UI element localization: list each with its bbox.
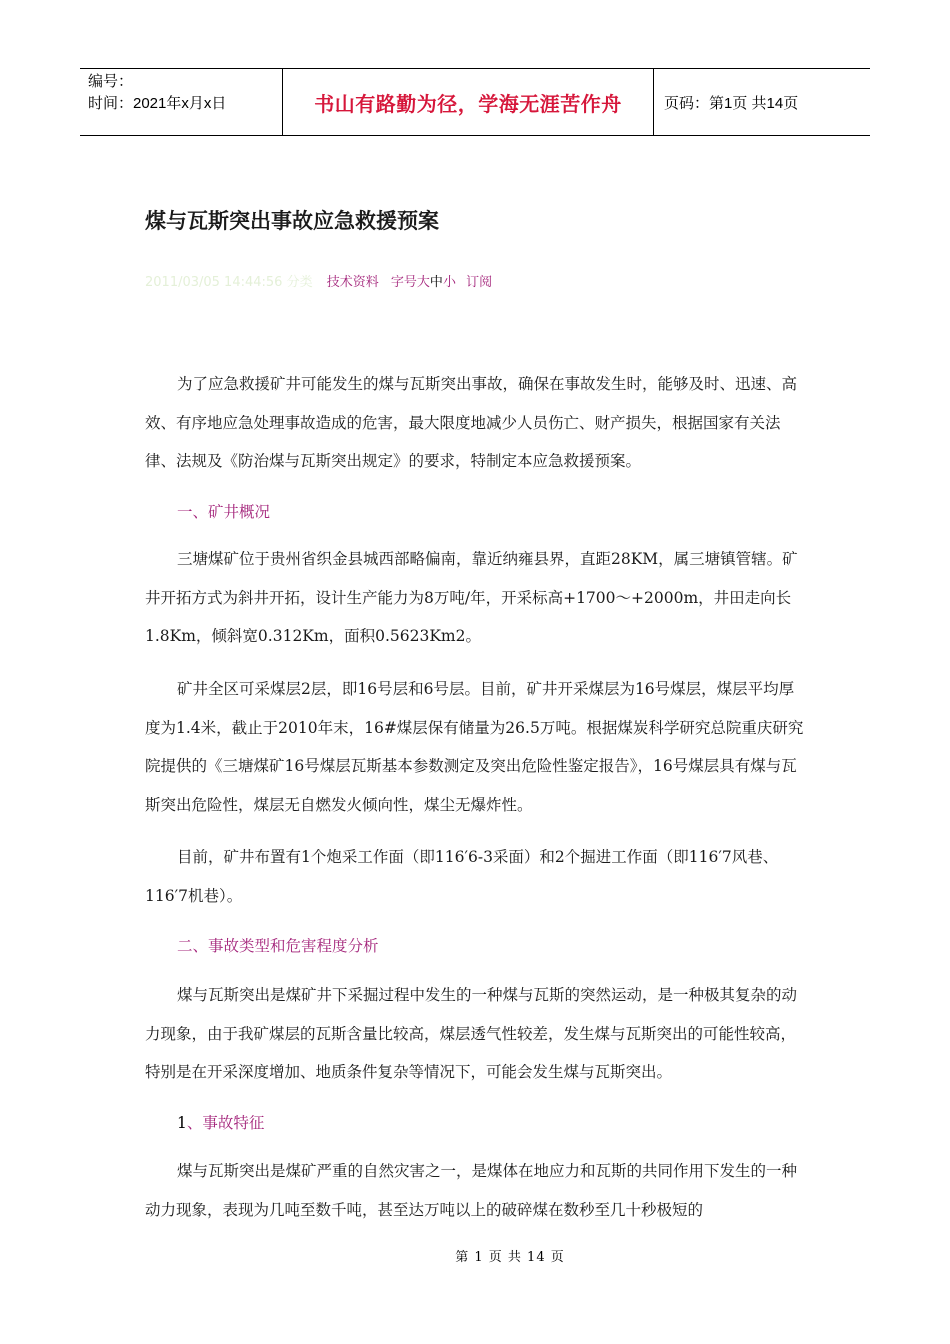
page-footer bbox=[0, 1246, 950, 1265]
page-label-cell bbox=[654, 69, 870, 135]
body-p5 bbox=[145, 1152, 805, 1229]
subscribe-link[interactable]: 订阅 bbox=[466, 275, 493, 290]
section-heading-3-text: 、事故特征 bbox=[186, 1114, 265, 1132]
body-intro bbox=[145, 365, 805, 481]
section-heading-3 bbox=[145, 1104, 805, 1143]
time-label: 时间：2021年x月x日 bbox=[88, 95, 227, 112]
motto-text: 书山有路勤为径，学海无涯苦作舟 bbox=[314, 91, 622, 116]
header-left-cell bbox=[80, 69, 282, 135]
document-title: 煤与瓦斯突出事故应急救援预案 bbox=[145, 209, 439, 233]
page-label: 页码：第1页 共14页 bbox=[664, 94, 799, 112]
meta-faint-word: 分类 bbox=[286, 275, 313, 290]
body-section-3 bbox=[145, 1104, 805, 1143]
header-table bbox=[80, 68, 870, 136]
paragraph-intro: 为了应急救援矿井可能发生的煤与瓦斯突出事故，确保在事故发生时，能够及时、迅速、高效、有序地应急处理事故造成的危害，最大限度地减少人员伤亡、财产损失，根据国家有关法律、法规及《防治煤与瓦斯突出规定》的要求，特制定本应急救援预案。 bbox=[145, 375, 798, 470]
section-heading-3-number: 1 bbox=[177, 1114, 187, 1132]
paragraph-coal-seams: 矿井全区可采煤层2层，即16号层和6号层。目前，矿井开采煤层为16号煤层，煤层平均厚度为1.4米，截止于2010年末，16#煤层保有储量为26.5万吨。根据煤炭科学研究总院重庆研究院提供的《三塘煤矿16号煤层瓦斯基本参数测定及突出危险性鉴定报告》，16号煤层具有煤与瓦斯突出危险性，煤层无自燃发火倾向性，煤尘无爆炸性。 bbox=[145, 680, 804, 814]
font-size-medium-link[interactable]: 中 bbox=[429, 275, 443, 290]
number-label: 编号： bbox=[88, 73, 134, 90]
paragraph-accident-types: 煤与瓦斯突出是煤矿井下采掘过程中发生的一种煤与瓦斯的突然运动，是一种极其复杂的动力现象，由于我矿煤层的瓦斯含量比较高，煤层透气性较差，发生煤与瓦斯突出的可能性较高，特别是在开采深度增加、地质条件复杂等情况下，可能会发生煤与瓦斯突出。 bbox=[145, 986, 798, 1081]
font-size-large-link[interactable]: 字号大 bbox=[390, 275, 430, 290]
paragraph-mine-overview: 三塘煤矿位于贵州省织金县城西部略偏南，靠近纳雍县界，直距28KM，属三塘镇管辖。矿井开拓方式为斜井开拓，设计生产能力为8万吨/年，开采标高+1700～+2000m，井田走向长1.8Km，倾斜宽0.312Km，面积0.5623Km2。 bbox=[145, 550, 798, 645]
font-size-small-link[interactable]: 小 bbox=[442, 275, 456, 290]
section-heading-1: 一、矿井概况 bbox=[177, 503, 271, 521]
section-heading-2: 二、事故类型和危害程度分析 bbox=[177, 937, 379, 955]
meta-timestamp: 2011/03/05 14:44:56 bbox=[145, 275, 283, 290]
font-size-control bbox=[391, 275, 456, 290]
body-p4 bbox=[145, 976, 805, 1092]
paragraph-working-faces: 目前，矿井布置有1个炮采工作面（即116′6-3采面）和2个掘进工作面（即116′7风巷、116′7机巷）。 bbox=[145, 848, 779, 905]
meta-line bbox=[145, 271, 492, 290]
body-section-2 bbox=[145, 927, 805, 966]
body-p1 bbox=[145, 540, 805, 656]
body-section-1 bbox=[145, 493, 805, 532]
motto-cell bbox=[282, 69, 654, 135]
footer-page-number: 第 1 页 共 14 页 bbox=[455, 1250, 565, 1265]
paragraph-accident-features: 煤与瓦斯突出是煤矿严重的自然灾害之一，是煤体在地应力和瓦斯的共同作用下发生的一种动力现象，表现为几吨至数千吨，甚至达万吨以上的破碎煤在数秒至几十秒极短的 bbox=[145, 1162, 798, 1219]
body-p3 bbox=[145, 838, 805, 915]
category-link[interactable]: 技术资料 bbox=[326, 275, 379, 290]
body-p2 bbox=[145, 670, 805, 824]
